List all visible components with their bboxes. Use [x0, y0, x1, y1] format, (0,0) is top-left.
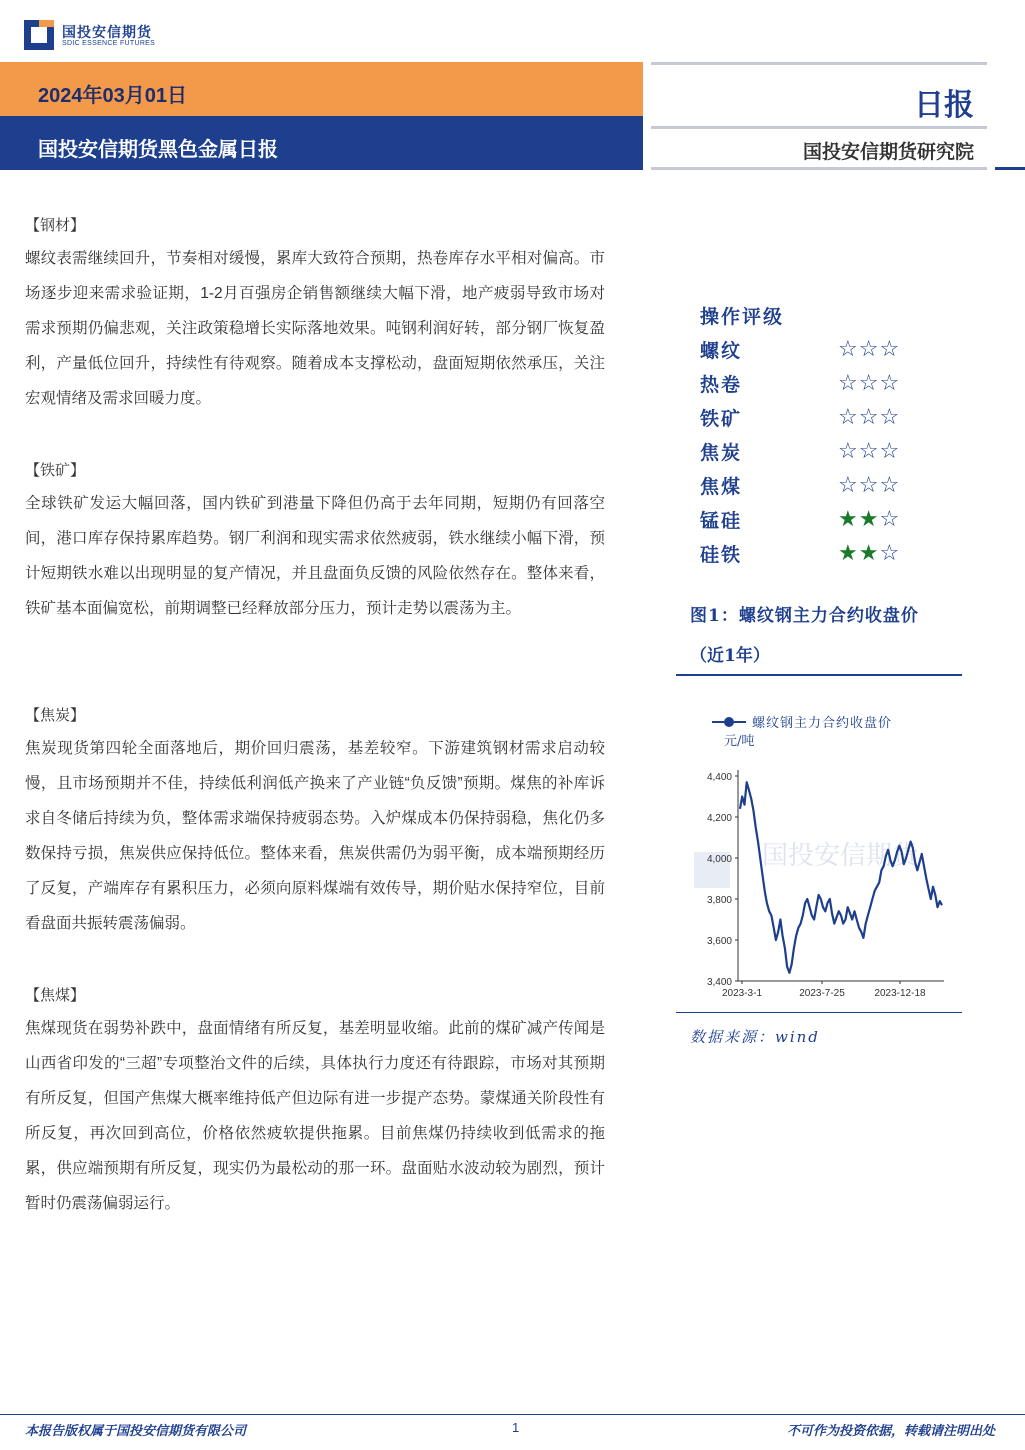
- x-tick-label: 2023-12-18: [874, 988, 926, 999]
- star-empty-icon: ☆: [879, 506, 901, 531]
- footer-copyright: 本报告版权属于国投安信期货有限公司: [25, 1424, 247, 1439]
- legend-label: 螺纹钢主力合约收盘价: [752, 716, 893, 731]
- star-filled-icon: ★: [838, 506, 859, 531]
- star-filled-icon: ★: [858, 540, 880, 565]
- logo-mark-icon: [24, 20, 54, 50]
- header-divider: [651, 126, 987, 129]
- star-empty-icon: ☆: [879, 370, 901, 395]
- y-tick-label: 3,400: [706, 977, 732, 988]
- star-empty-icon: ☆: [838, 438, 859, 463]
- report-type: 日报: [914, 89, 974, 122]
- x-tick-label: 2023-3-1: [721, 988, 763, 999]
- section-paragraph: 螺纹表需继续回升，节奏相对缓慢，累库大致符合预期，热卷库存水平相对偏高。市场逐步迎来需求验证期，1-2月百强房企销售额继续大幅下滑，地产疲弱导致市场对需求预期仍偏悲观，关注政策稳增长实际落地效果。吨钢利润好转，部分钢厂恢复盈利，产量低位回升，持续性有待观察。随着成本支撑松动，盘面短期依然承压，关注宏观情绪及需求回暖力度。: [25, 250, 605, 407]
- star-empty-icon: ☆: [879, 438, 901, 463]
- figure-subtitle: （近1年）: [690, 646, 770, 666]
- logo-cn-text: 国投安信期货: [62, 24, 152, 40]
- rating-row: [700, 438, 930, 472]
- header-divider-accent: [995, 167, 1025, 170]
- logo-en-text: SDIC ESSENCE FUTURES: [62, 40, 156, 47]
- rating-name: 硅铁: [700, 544, 743, 566]
- x-tick-label: 2023-7-25: [799, 988, 845, 999]
- rating-name: 螺纹: [700, 340, 743, 362]
- section-steel: [25, 214, 605, 416]
- star-empty-icon: ☆: [838, 472, 859, 497]
- data-source: 数据来源：wind: [690, 1028, 820, 1046]
- price-series-line: [740, 782, 942, 973]
- rating-row: [700, 370, 930, 404]
- section-coke: [25, 704, 605, 941]
- report-title: 国投安信期货黑色金属日报: [38, 139, 278, 161]
- y-tick-label: 4,000: [706, 854, 732, 865]
- rating-name: 热卷: [700, 374, 743, 396]
- rating-row: [700, 540, 930, 574]
- y-tick-label: 4,200: [706, 813, 732, 824]
- figure-rule: [676, 1012, 962, 1013]
- star-empty-icon: ☆: [858, 336, 880, 361]
- star-empty-icon: ☆: [838, 336, 859, 361]
- chart-watermark: 国投安信期货: [762, 841, 919, 871]
- star-empty-icon: ☆: [838, 370, 859, 395]
- footer-disclaimer: 不可作为投资依据，转载请注明出处: [786, 1424, 995, 1439]
- section-paragraph: 焦炭现货第四轮全面落地后，期价回归震荡，基差较窄。下游建筑钢材需求启动较慢，且市场预期并不佳，持续低利润低产换来了产业链“负反馈”预期。煤焦的补库诉求自冬储后持续为负，整体需求端保持疲弱态势。入炉煤成本仍保持弱稳，焦化仍多数保持亏损，焦炭供应保持低位。整体来看，焦炭供需仍为弱平衡，成本端预期经历了反复，产端库存有累积压力，必须向原料煤端有效传导，期价贴水保持窄位，目前看盘面共振转震荡偏弱。: [25, 740, 605, 932]
- legend-marker-icon: [724, 717, 734, 727]
- rating-name: 焦炭: [700, 442, 743, 464]
- star-empty-icon: ☆: [879, 472, 901, 497]
- header-divider: [651, 62, 987, 65]
- rating-name: 焦煤: [700, 476, 743, 498]
- header-divider: [651, 167, 987, 170]
- institute-name: 国投安信期货研究院: [802, 142, 974, 163]
- rating-name: 锰硅: [700, 510, 743, 532]
- rating-row: [700, 472, 930, 506]
- figure-title: 图1：螺纹钢主力合约收盘价: [690, 606, 919, 626]
- section-paragraph: 焦煤现货在弱势补跌中，盘面情绪有所反复，基差明显收缩。此前的煤矿减产传闻是山西省印发的“三超”专项整治文件的后续，具体执行力度还有待跟踪，市场对其预期有所反复，但国产焦煤大概率维持低产但边际有进一步提产态势。蒙煤通关阶段性有所反复，再次回到高位，价格依然疲软提供拖累。目前焦煤仍持续收到低需求的拖累，供应端预期有所反复，现实仍为最松动的那一环。盘面贴水波动较为剧烈，预计暂时仍震荡偏弱运行。: [25, 1020, 605, 1212]
- rating-stars: [838, 438, 900, 464]
- section-coking-coal: [25, 984, 605, 1221]
- star-empty-icon: ☆: [858, 438, 880, 463]
- section-iron-ore: [25, 459, 605, 626]
- company-logo: [24, 16, 174, 56]
- star-empty-icon: ☆: [858, 472, 880, 497]
- section-heading: 【钢材】: [25, 217, 86, 234]
- figure-rule: [676, 674, 962, 676]
- report-date: 2024年03月01日: [38, 85, 187, 107]
- rating-row: [700, 336, 930, 370]
- section-paragraph: 全球铁矿发运大幅回落，国内铁矿到港量下降但仍高于去年同期，短期仍有回落空间，港口库存保持累库趋势。钢厂利润和现实需求依然疲弱，铁水继续小幅下滑，预计短期铁水难以出现明显的复产情况，并且盘面负反馈的风险依然存在。整体来看，铁矿基本面偏宽松，前期调整已经释放部分压力，预计走势以震荡为主。: [25, 495, 605, 617]
- footer-divider: [0, 1414, 1025, 1415]
- rating-stars: [838, 506, 900, 532]
- star-empty-icon: ☆: [838, 404, 859, 429]
- star-empty-icon: ☆: [879, 404, 901, 429]
- star-empty-icon: ☆: [879, 336, 901, 361]
- section-heading: 【焦炭】: [25, 707, 86, 724]
- rating-title: 操作评级: [700, 306, 785, 328]
- star-empty-icon: ☆: [858, 404, 880, 429]
- star-empty-icon: ☆: [858, 370, 880, 395]
- star-filled-icon: ★: [838, 540, 859, 565]
- y-axis-unit: 元/吨: [724, 734, 755, 749]
- y-tick-label: 3,600: [706, 936, 732, 947]
- rating-row: [700, 404, 930, 438]
- rating-name: 铁矿: [700, 408, 743, 430]
- rating-stars: [838, 472, 900, 498]
- section-heading: 【焦煤】: [25, 987, 86, 1004]
- rating-stars: [838, 370, 900, 396]
- y-tick-label: 3,800: [706, 895, 732, 906]
- rating-stars: [838, 336, 900, 362]
- rating-row: [700, 506, 930, 540]
- rebar-price-chart: [690, 700, 960, 1012]
- page-number: 1: [512, 1420, 520, 1435]
- star-empty-icon: ☆: [879, 540, 901, 565]
- rating-stars: [838, 540, 900, 566]
- y-tick-label: 4,400: [706, 772, 732, 783]
- star-filled-icon: ★: [858, 506, 880, 531]
- section-heading: 【铁矿】: [25, 462, 86, 479]
- rating-stars: [838, 404, 900, 430]
